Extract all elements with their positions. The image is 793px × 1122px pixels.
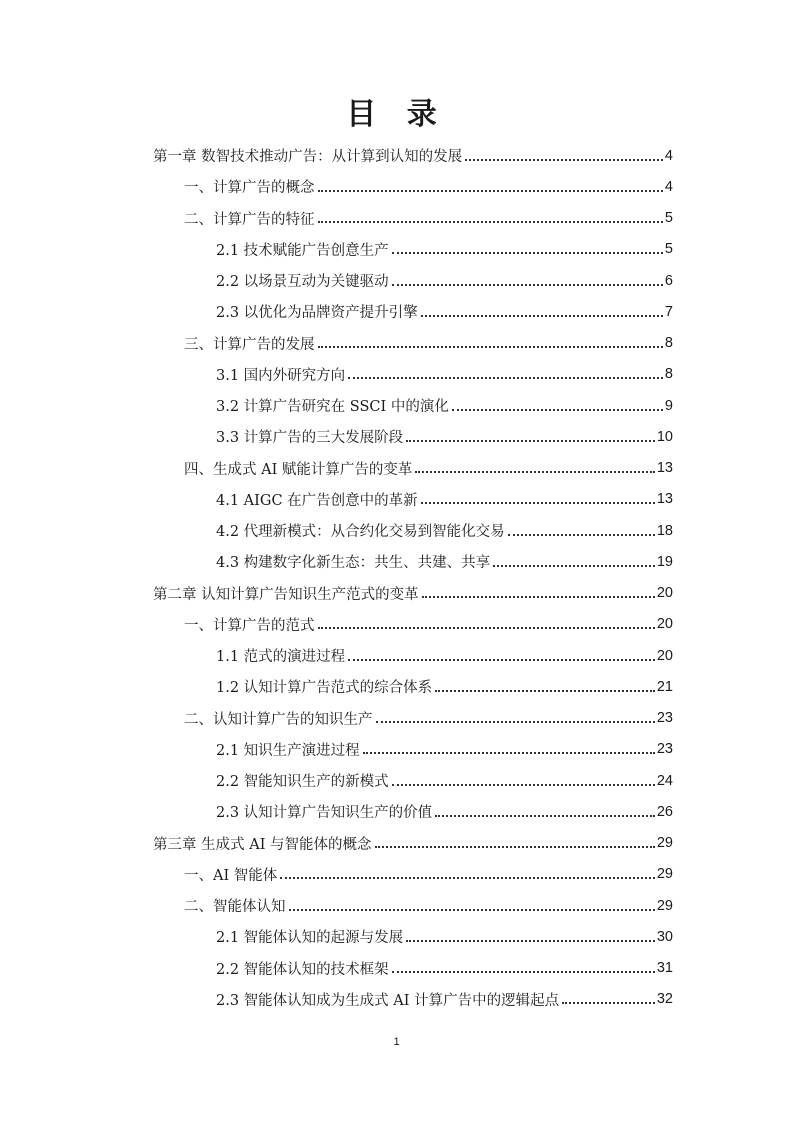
toc-entry-title: 3.3 计算广告的三大发展阶段 [216, 430, 404, 447]
toc-dot-leader [422, 596, 655, 598]
toc-entry-title: 一、计算广告的范式 [184, 617, 315, 634]
toc-entry-title: 2.1 知识生产演进过程 [216, 742, 360, 759]
toc-dot-leader [421, 315, 663, 317]
toc-entry[interactable] [153, 703, 673, 734]
toc-entry[interactable] [153, 515, 673, 546]
toc-dot-leader [289, 909, 655, 911]
toc-dot-leader [375, 846, 655, 848]
toc-entry-page: 29 [656, 897, 673, 914]
toc-dot-leader [435, 815, 655, 817]
toc-entry-title: 1.1 范式的演进过程 [216, 649, 346, 666]
toc-entry[interactable] [153, 234, 673, 265]
toc-entry[interactable] [153, 140, 673, 171]
toc-entry[interactable] [153, 484, 673, 515]
toc-entry-title: 二、智能体认知 [184, 899, 286, 916]
toc-entry-title: 2.1 智能体认知的起源与发展 [216, 930, 404, 947]
toc-entry-title: 2.2 以场景互动为关键驱动 [216, 274, 389, 291]
toc-dot-leader [318, 221, 663, 223]
toc-entry-page: 19 [656, 553, 673, 570]
toc-entry[interactable] [153, 609, 673, 640]
toc-dot-leader [348, 659, 655, 661]
toc-entry-title: 3.2 计算广告研究在 SSCI 中的演化 [216, 399, 449, 416]
toc-entry-title: 2.2 智能知识生产的新模式 [216, 774, 389, 791]
toc-entry-title: 2.3 智能体认知成为生成式 AI 计算广告中的逻辑起点 [216, 992, 560, 1009]
toc-entry-title: 四、生成式 AI 赋能计算广告的变革 [184, 461, 413, 478]
toc-dot-leader [406, 940, 655, 942]
toc-entry-title: 三、计算广告的发展 [184, 336, 315, 353]
toc-entry[interactable] [153, 421, 673, 452]
toc-dot-leader [493, 565, 655, 567]
toc-entry[interactable] [153, 546, 673, 577]
toc-entry[interactable] [153, 453, 673, 484]
toc-dot-leader [562, 1002, 655, 1004]
toc-entry[interactable] [153, 796, 673, 827]
page-number: 1 [393, 1036, 400, 1048]
toc-entry[interactable] [153, 921, 673, 952]
toc-entry-page: 26 [656, 803, 673, 820]
toc-entry-page: 5 [664, 210, 673, 227]
toc-dot-leader [318, 190, 663, 192]
toc-entry-title: 2.3 以优化为品牌资产提升引擎 [216, 305, 418, 322]
toc-entry[interactable] [153, 640, 673, 671]
toc-dot-leader [280, 877, 655, 879]
toc-dot-leader [508, 534, 655, 536]
toc-entry[interactable] [153, 859, 673, 890]
toc-entry-page: 30 [656, 928, 673, 945]
toc-entry-page: 4 [664, 178, 673, 195]
toc-entry-page: 21 [656, 678, 673, 695]
toc-entry[interactable] [153, 390, 673, 421]
toc-entry-page: 13 [656, 460, 673, 477]
toc-dot-leader [421, 502, 655, 504]
toc-entry-page: 18 [656, 522, 673, 539]
toc-entry-page: 32 [656, 991, 673, 1008]
toc-entry[interactable] [153, 765, 673, 796]
toc-dot-leader [392, 971, 655, 973]
toc-entry-title: 4.3 构建数字化新生态：共生、共建、共享 [216, 555, 491, 572]
toc-entry[interactable] [153, 203, 673, 234]
toc-dot-leader [348, 377, 663, 379]
toc-entry-title: 1.2 认知计算广告范式的综合体系 [216, 680, 433, 697]
toc-dot-leader [452, 409, 663, 411]
toc-entry[interactable] [153, 890, 673, 921]
toc-entry-title: 3.1 国内外研究方向 [216, 367, 346, 384]
toc-dot-leader [415, 471, 654, 473]
toc-entry-page: 20 [656, 616, 673, 633]
toc-entry[interactable] [153, 328, 673, 359]
toc-entry-title: 4.1 AIGC 在广告创意中的革新 [216, 492, 418, 509]
toc-entry-title: 二、计算广告的特征 [184, 211, 315, 228]
toc-entry-page: 31 [656, 960, 673, 977]
toc-entry-page: 24 [656, 772, 673, 789]
toc-entry[interactable] [153, 734, 673, 765]
toc-entry-page: 10 [656, 428, 673, 445]
toc-dot-leader [392, 784, 655, 786]
toc-entry-title: 第一章 数智技术推动广告：从计算到认知的发展 [153, 149, 463, 166]
toc-dot-leader [363, 752, 655, 754]
toc-entry[interactable] [153, 671, 673, 702]
toc-entry-title: 二、认知计算广告的知识生产 [184, 711, 373, 728]
toc-entry-page: 23 [656, 710, 673, 727]
toc-dot-leader [392, 252, 663, 254]
toc-entry-title: 2.3 认知计算广告知识生产的价值 [216, 805, 433, 822]
toc-entry-title: 2.1 技术赋能广告创意生产 [216, 242, 389, 259]
toc-entry-page: 8 [664, 335, 673, 352]
toc-entry-page: 29 [656, 835, 673, 852]
toc-entry[interactable] [153, 171, 673, 202]
toc-entry[interactable] [153, 828, 673, 859]
toc-entry-page: 6 [664, 272, 673, 289]
toc-entry[interactable] [153, 984, 673, 1015]
toc-entry-page: 8 [664, 366, 673, 383]
toc-entry-page: 20 [656, 585, 673, 602]
toc-entry-title: 一、AI 智能体 [184, 867, 278, 884]
toc-dot-leader [318, 627, 655, 629]
toc-entry-page: 23 [656, 741, 673, 758]
toc-entry[interactable] [153, 359, 673, 390]
toc-entry-title: 4.2 代理新模式：从合约化交易到智能化交易 [216, 524, 505, 541]
table-of-contents [153, 140, 673, 1015]
toc-entry-page: 9 [664, 397, 673, 414]
toc-entry[interactable] [153, 296, 673, 327]
toc-entry-page: 5 [664, 241, 673, 258]
toc-entry[interactable] [153, 265, 673, 296]
toc-entry-title: 第二章 认知计算广告知识生产范式的变革 [153, 586, 419, 603]
toc-entry-page: 20 [656, 647, 673, 664]
toc-entry-title: 第三章 生成式 AI 与智能体的概念 [153, 836, 372, 853]
toc-entry-page: 13 [656, 491, 673, 508]
toc-dot-leader [376, 721, 655, 723]
page-title: 目 录 [346, 97, 447, 132]
toc-dot-leader [465, 159, 663, 161]
toc-entry-page: 29 [656, 866, 673, 883]
toc-entry-title: 一、计算广告的概念 [184, 180, 315, 197]
toc-dot-leader [392, 284, 663, 286]
toc-dot-leader [435, 690, 655, 692]
toc-dot-leader [406, 440, 655, 442]
toc-entry-title: 2.2 智能体认知的技术框架 [216, 961, 389, 978]
toc-entry[interactable] [153, 578, 673, 609]
toc-entry-page: 4 [664, 147, 673, 164]
toc-dot-leader [318, 346, 663, 348]
toc-entry[interactable] [153, 953, 673, 984]
toc-entry-page: 7 [664, 303, 673, 320]
